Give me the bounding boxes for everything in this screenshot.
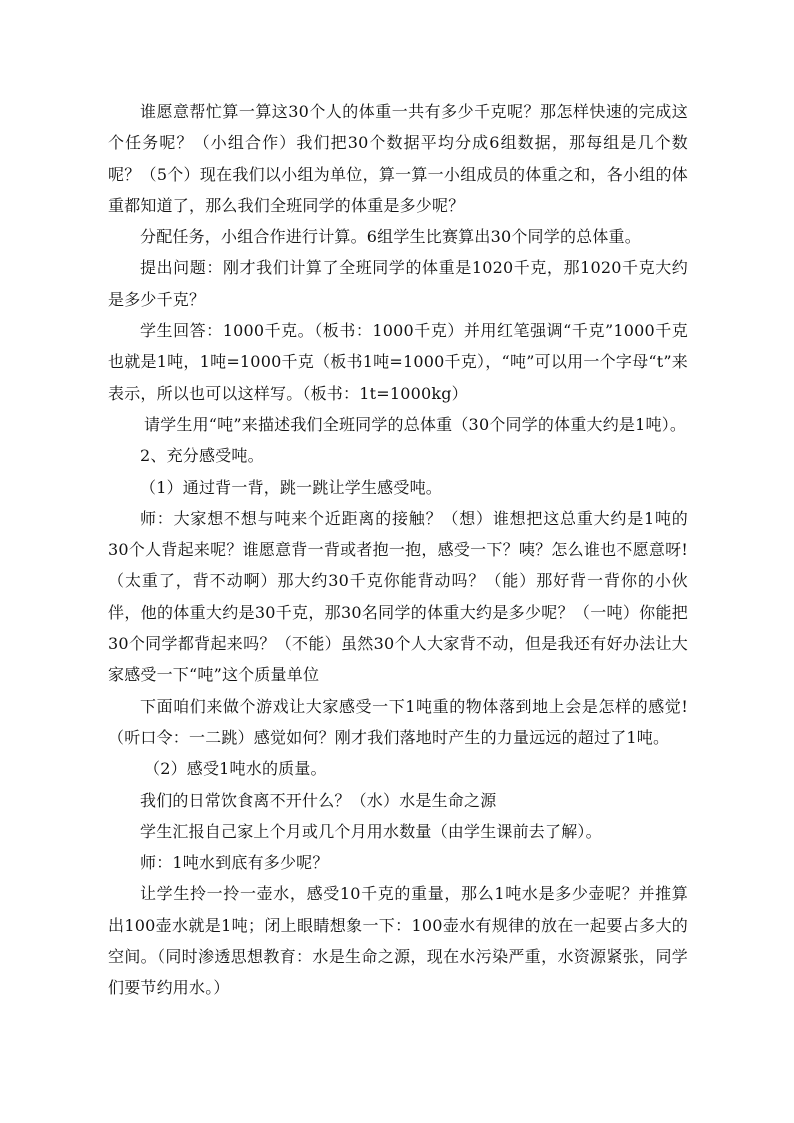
subheading-carry-jump: （1）通过背一背，跳一跳让学生感受吨。 bbox=[140, 477, 442, 497]
paragraph-teacher-carry: 师：大家想不想与吨来个近距离的接触？（想）谁想把这总重大约是1吨的30个人背起来呢？谁愿意背一背或者抱一抱，感受一下？咦？怎么谁也不愿意呀!（太重了，背不动啊）那大约30千克你能背动吗？（能）那好背一背你的小伙伴，他的体重大约是30千克，那30名同学的体重大约是多少呢？（一吨）你能把30个同学都背起来吗？（不能）虽然30个人大家背不动，但是我还有好办法让大家感受一下“吨”这个质量单位 bbox=[108, 508, 688, 685]
subheading-water-mass: （2）感受1吨水的质量。 bbox=[144, 759, 327, 779]
paragraph-describe-ton: 请学生用“吨”来描述我们全班同学的总体重（30个同学的体重大约是1吨）。 bbox=[144, 414, 687, 434]
section-heading-feel-ton: 2、充分感受吨。 bbox=[140, 446, 264, 466]
paragraph-weight-sum: 谁愿意帮忙算一算这30个人的体重一共有多少千克呢？那怎样快速的完成这个任务呢？（小组合作）我们把30个数据平均分成6组数据，那每组是几个数呢？（5个）现在我们以小组为单位，算一算一小组成员的体重之和，各小组的体重都知道了，那么我们全班同学的体重是多少呢？ bbox=[108, 102, 688, 215]
paragraph-water-question: 师：1吨水到底有多少呢？ bbox=[140, 853, 329, 873]
paragraph-group-task: 分配任务，小组合作进行计算。6组学生比赛算出30个同学的总体重。 bbox=[140, 227, 641, 247]
paragraph-water-report: 学生汇报自己家上个月或几个月用水数量（由学生课前去了解）。 bbox=[140, 821, 602, 841]
paragraph-jump-game: 下面咱们来做个游戏让大家感受一下1吨重的物体落到地上会是怎样的感觉!（听口令：一二跳）感觉如何？刚才我们落地时产生的力量远远的超过了1吨。 bbox=[108, 696, 688, 747]
paragraph-question: 提出问题：刚才我们计算了全班同学的体重是1020千克，那1020千克大约是多少千克？ bbox=[108, 258, 688, 309]
paragraph-water-kettle: 让学生拎一拎一壶水，感受10千克的重量，那么1吨水是多少壶呢？并推算出100壶水就是1吨；闭上眼睛想象一下：100壶水有规律的放在一起要占多大的空间。（同时渗透思想教育：水是生命之源，现在水污染严重，水资源紧张，同学们要节约用水。） bbox=[108, 884, 688, 998]
document-body bbox=[108, 96, 688, 1004]
paragraph-answer: 学生回答：1000千克。（板书：1000千克）并用红笔强调“千克”1000千克也就是1吨，1吨=1000千克（板书1吨=1000千克），“吨”可以用一个字母“t”来表示，所以也可以这样写。（板书：1t=1000kg） bbox=[108, 321, 688, 403]
paragraph-water-source: 我们的日常饮食离不开什么？（水）水是生命之源 bbox=[140, 790, 497, 810]
